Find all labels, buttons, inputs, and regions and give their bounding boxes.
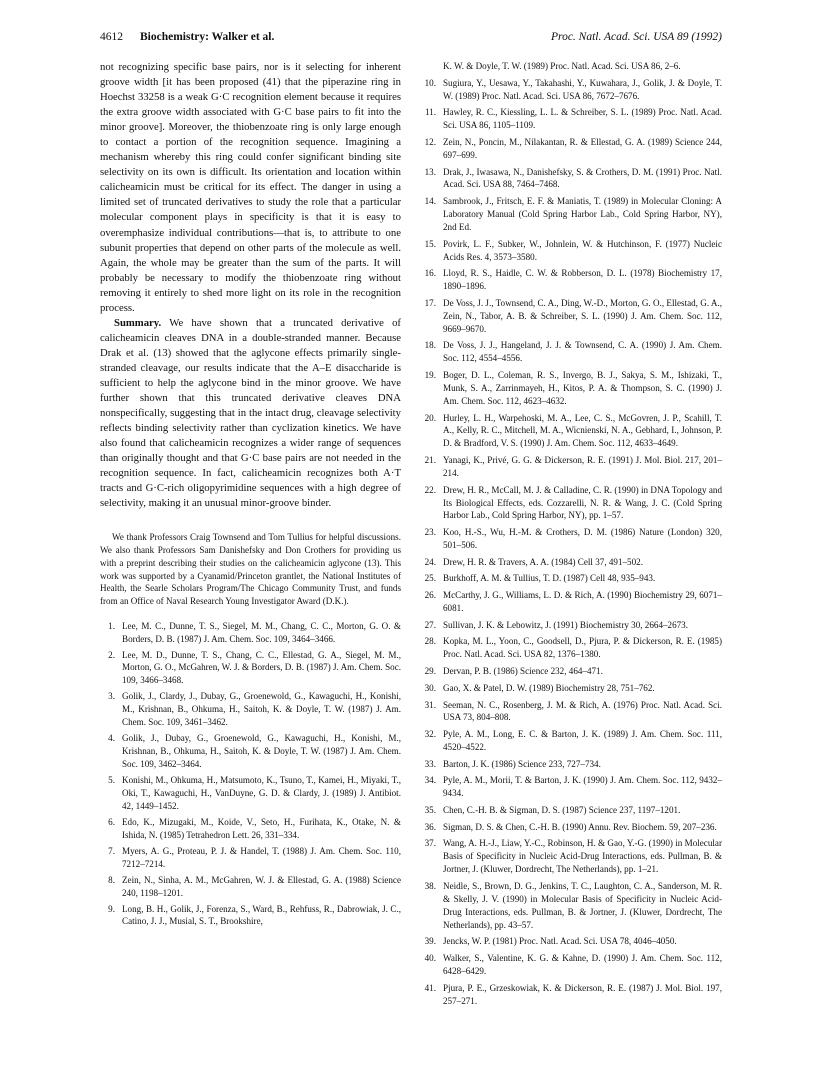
- reference-item: [100, 732, 401, 771]
- body-paragraph: not recognizing specific base pairs, nor is it selecting for inherent groove width [it has been proposed (41) that the piperazine ring in Hoechst 33258 is a weak G·C recognition element because it requires the extra groove width associated with G·C base pairs to fit into the minor groove]. Moreover, the thiobenzoate ring is only large enough to contact a portion of the recognition sequence. Imagining a mechanism whereby this ring could confer significant binding site selectivity on its own is difficult. Its orientation and location within calicheamicin must be critical for its effect. The danger in using a limited set of truncated derivatives to study the role that a particular molecular component plays in specificity is that it is easy to overemphasize individual contributions—that is, to attribute to one subunit properties that depend on other parts of the molecule as well. Again, the whole may be greater than the sum of the parts. It will probably be necessary to modify the thiobenzoate ring without removing it entirely to shed more light on its role in the recognition process.: [100, 61, 401, 314]
- reference-item: [421, 589, 722, 615]
- reference-item: [421, 556, 722, 569]
- reference-item: [421, 821, 722, 834]
- reference-item: [100, 690, 401, 729]
- reference-number: 15.: [424, 238, 436, 249]
- reference-item: [421, 454, 722, 480]
- reference-number: 23.: [424, 527, 436, 538]
- reference-text: Zein, N., Sinha, A. M., McGahren, W. J. & Ellestad, G. A. (1988) Science 240, 1198–1201.: [122, 874, 401, 898]
- reference-number: 38.: [424, 880, 436, 891]
- reference-item: [421, 837, 722, 876]
- reference-text: De Voss, J. J., Hangeland, J. J. & Townsend, C. A. (1990) J. Am. Chem. Soc. 112, 4554–4556.: [443, 340, 722, 364]
- reference-item: [421, 952, 722, 978]
- reference-item: [421, 77, 722, 103]
- reference-text: Seeman, N. C., Rosenberg, J. M. & Rich, A. (1976) Proc. Natl. Acad. Sci. USA 73, 804–808.: [443, 699, 722, 723]
- reference-number: 19.: [424, 370, 436, 380]
- reference-item: [421, 635, 722, 661]
- reference-text: Povirk, L. F., Subker, W., Johnlein, W. & Hutchinson, F. (1977) Nucleic Acids Res. 4, 3573–3580.: [443, 238, 722, 262]
- reference-number: 10.: [424, 77, 436, 88]
- reference-item: [100, 874, 401, 900]
- reference-item: [421, 166, 722, 192]
- reference-item: [421, 526, 722, 552]
- reference-text: Dervan, P. B. (1986) Science 232, 464–471.: [443, 666, 603, 677]
- reference-item: [100, 649, 401, 688]
- summary-paragraph: [100, 316, 401, 512]
- reference-number: 35.: [424, 805, 436, 816]
- reference-text: Yanagi, K., Privé, G. G. & Dickerson, R. E. (1991) J. Mol. Biol. 217, 201–214.: [443, 455, 722, 478]
- reference-text: Kopka, M. L., Yoon, C., Goodsell, D., Pjura, P. & Dickerson, R. E. (1985) Proc. Natl. Acad. Sci. USA 82, 1376–1380.: [443, 636, 722, 660]
- reference-text: Jencks, W. P. (1981) Proc. Natl. Acad. Sci. USA 78, 4046–4050.: [443, 936, 677, 947]
- reference-text: Long, B. H., Golik, J., Forenza, S., Ward, B., Rehfuss, R., Dabrowiak, J. C., Catino, J. J., Musial, S. T., Brookshire,: [122, 903, 401, 927]
- reference-number: 27.: [424, 619, 436, 630]
- reference-item: [421, 572, 722, 585]
- reference-text: Boger, D. L., Coleman, R. S., Invergo, B. J., Sakya, S. M., Ishizaki, T., Munk, S. A., Zarrinmayeh, H., Kitos, P. A. & Thompson, S. C. (1990) J. Am. Chem. Soc. 112, 4623–4632.: [443, 370, 722, 406]
- reference-number: 30.: [424, 682, 436, 693]
- reference-text: Barton, J. K. (1986) Science 233, 727–734.: [443, 758, 601, 769]
- reference-number: 33.: [424, 758, 436, 769]
- reference-text: Pjura, P. E., Grzeskowiak, K. & Dickerson, R. E. (1987) J. Mol. Biol. 197, 257–271.: [443, 982, 722, 1006]
- reference-text: Chen, C.-H. B. & Sigman, D. S. (1987) Science 237, 1197–1201.: [443, 805, 681, 816]
- right-column: [421, 60, 722, 1011]
- reference-item: [421, 195, 722, 234]
- reference-item: [421, 665, 722, 678]
- reference-number: 34.: [424, 775, 436, 786]
- reference-text: Pyle, A. M., Morii, T. & Barton, J. K. (1990) J. Am. Chem. Soc. 112, 9432–9434.: [443, 775, 722, 799]
- reference-text: Drew, H. R., McCall, M. J. & Calladine, C. R. (1990) in DNA Topology and Its Biological Effects, eds. Cozzarelli, N. R. & Wang, J. C. (Cold Spring Harbor Lab., Cold Spring Harbor, NY), pp. 1–57.: [443, 484, 722, 521]
- reference-number: 36.: [424, 821, 436, 832]
- reference-text: Sugiura, Y., Uesawa, Y., Takahashi, Y., Kuwahara, J., Golik, J. & Doyle, T. W. (1989) Proc. Natl. Acad. Sci. USA 86, 7672–7676.: [443, 77, 722, 101]
- reference-number: 41.: [424, 982, 436, 993]
- reference-text: Neidle, S., Brown, D. G., Jenkins, T. C., Laughton, C. A., Sanderson, M. R. & Skelly, J. V. (1990) in Molecular Basis of Specificity in Nucleic Acid-Drug Interactions, eds. Pullman, B. & Jortner, J. (Kluwer, Dordrecht, The Netherlands), pp. 43–57.: [443, 880, 722, 930]
- reference-item: [421, 880, 722, 932]
- reference-item: [421, 758, 722, 771]
- reference-text: Myers, A. G., Proteau, P. J. & Handel, T. (1988) J. Am. Chem. Soc. 110, 7212–7214.: [122, 845, 401, 869]
- reference-item: [421, 60, 722, 73]
- summary-heading: Summary.: [114, 316, 162, 329]
- reference-number: 4.: [108, 733, 115, 744]
- reference-item: [100, 816, 401, 842]
- reference-number: 7.: [108, 845, 115, 856]
- reference-list-right: [421, 60, 722, 1008]
- reference-text: Zein, N., Poncin, M., Nilakantan, R. & Ellestad, G. A. (1989) Science 244, 697–699.: [443, 136, 722, 160]
- reference-item: [421, 267, 722, 293]
- reference-text: Sullivan, J. K. & Lebowitz, J. (1991) Biochemistry 30, 2664–2673.: [443, 619, 689, 630]
- reference-text: Sigman, D. S. & Chen, C.-H. B. (1990) Annu. Rev. Biochem. 59, 207–236.: [443, 821, 717, 832]
- reference-item: [421, 682, 722, 695]
- reference-text: Pyle, A. M., Long, E. C. & Barton, J. K. (1989) J. Am. Chem. Soc. 111, 4520–4522.: [443, 729, 722, 753]
- reference-number: 14.: [424, 196, 436, 207]
- reference-item: [421, 369, 722, 408]
- reference-item: [421, 804, 722, 817]
- reference-text: Lee, M. D., Dunne, T. S., Chang, C. C., Ellestad, G. A., Siegel, M. M., Morton, G. O., McGahren, W. J. & Borders, D. B. (1987) J. Am. Chem. Soc. 109, 3466–3468.: [122, 649, 401, 686]
- reference-item: [421, 412, 722, 451]
- reference-number: 29.: [424, 666, 436, 677]
- reference-list-left: [100, 620, 401, 929]
- journal-citation: Proc. Natl. Acad. Sci. USA 89 (1992): [551, 31, 722, 43]
- running-title: Biochemistry: Walker et al.: [140, 31, 275, 43]
- reference-number: 31.: [424, 699, 436, 710]
- reference-item: [421, 935, 722, 948]
- reference-number: 12.: [424, 136, 436, 147]
- summary-text: We have shown that a truncated derivative of calicheamicin cleaves DNA in a double-stranded manner. Because Drak et al. (13) showed that the aglycone effects primarily single-stranded cleavage, our results indicate that the A–E disaccharide is sufficient to help the aglycone bind in the minor groove. We have further shown that this truncated derivative cleaves DNA nonspecifically, suggesting that in the intact drug, cleavage selectivity reflects binding selectivity rather than cyclization kinetics. We have also found that calicheamicin recognizes a wider range of sequences than originally thought and that G·C base pairs are not needed in the recognition sequence. In fact, calicheamicin recognizes both A·T tracts and G·C-rich oligopyrimidine sequences with a high degree of selectivity, making it an unusual minor-groove binder.: [100, 316, 401, 510]
- reference-number: 20.: [424, 412, 436, 423]
- reference-text: Sambrook, J., Fritsch, E. F. & Maniatis, T. (1989) in Molecular Cloning: A Laboratory Manual (Cold Spring Harbor Lab., Cold Spring Harbor, NY), 2nd Ed.: [443, 196, 722, 232]
- reference-item: [100, 620, 401, 646]
- reference-number: 6.: [108, 816, 115, 827]
- reference-number: 18.: [424, 340, 436, 351]
- reference-item: [421, 484, 722, 523]
- reference-item: [421, 106, 722, 132]
- reference-text: Hurley, L. H., Warpehoski, M. A., Lee, C. S., McGovren, J. P., Scahill, T. A., Kelly, R. C., Mitchell, M. A., Wicnienski, N. A., Gebhard, I., Johnson, P. D. & Bradford, V. S. (1990) J. Am. Chem. Soc. 112, 4633–4649.: [443, 412, 722, 449]
- reference-text: Koo, H.-S., Wu, H.-M. & Crothers, D. M. (1986) Nature (London) 320, 501–506.: [443, 527, 722, 551]
- reference-item: [421, 774, 722, 800]
- left-column: [100, 60, 401, 931]
- reference-number: 39.: [424, 936, 436, 947]
- reference-text: McCarthy, J. G., Williams, L. D. & Rich, A. (1990) Biochemistry 29, 6071–6081.: [443, 590, 722, 614]
- reference-item: [421, 982, 722, 1008]
- reference-item: [421, 728, 722, 754]
- reference-item: [421, 136, 722, 162]
- reference-item: [421, 339, 722, 365]
- reference-number: 26.: [424, 590, 436, 601]
- reference-number: 13.: [424, 166, 436, 177]
- reference-text: Lee, M. C., Dunne, T. S., Siegel, M. M., Chang, C. C., Morton, G. O. & Borders, D. B. (1987) J. Am. Chem. Soc. 109, 3464–3466.: [122, 620, 401, 644]
- reference-text: Hawley, R. C., Kiessling, L. L. & Schreiber, S. L. (1989) Proc. Natl. Acad. Sci. USA 86, 1105–1109.: [443, 107, 722, 131]
- reference-item: [100, 903, 401, 929]
- reference-number: 40.: [424, 953, 436, 964]
- reference-text: Golik, J., Dubay, G., Groenewold, G., Kawaguchi, H., Konishi, M., Krishnan, B., Ohkuma, H., Saitoh, K. & Doyle, T. W. (1987) J. Am. Chem. Soc. 109, 3462–3464.: [122, 733, 401, 769]
- reference-item: [100, 774, 401, 813]
- reference-item: [421, 619, 722, 632]
- reference-text: Drak, J., Iwasawa, N., Danishefsky, S. & Crothers, D. M. (1991) Proc. Natl. Acad. Sci. USA 88, 7464–7468.: [443, 166, 722, 190]
- reference-item: [421, 297, 722, 336]
- reference-text: De Voss, J. J., Townsend, C. A., Ding, W.-D., Morton, G. O., Ellestad, G. A., Zein, N., Tabor, A. B. & Schreiber, S. L. (1990) J. Am. Chem. Soc. 112, 9669–9670.: [443, 297, 722, 334]
- reference-number: 11.: [424, 107, 436, 118]
- reference-text: K. W. & Doyle, T. W. (1989) Proc. Natl. Acad. Sci. USA 86, 2–6.: [443, 61, 681, 71]
- reference-number: 2.: [108, 649, 115, 660]
- reference-text: Burkhoff, A. M. & Tullius, T. D. (1987) Cell 48, 935–943.: [443, 573, 656, 584]
- running-head: [100, 28, 722, 46]
- reference-number: 5.: [108, 774, 115, 785]
- reference-number: 32.: [424, 729, 436, 740]
- reference-number: 1.: [108, 620, 115, 631]
- reference-number: 9.: [108, 903, 115, 914]
- reference-text: Konishi, M., Ohkuma, H., Matsumoto, K., Tsuno, T., Kamei, H., Miyaki, T., Oki, T., Kawaguchi, H., VanDuyne, G. D. & Clardy, J. (1989) J. Antibiot. 42, 1449–1452.: [122, 774, 401, 811]
- reference-text: Golik, J., Clardy, J., Dubay, G., Groenewold, G., Kawaguchi, H., Konishi, M., Krishnan, B., Ohkuma, H., Saitoh, K. & Doyle, T. W. (1987) J. Am. Chem. Soc. 109, 3461–3462.: [122, 691, 401, 728]
- reference-text: Wang, A. H.-J., Liaw, Y.-C., Robinson, H. & Gao, Y.-G. (1990) in Molecular Basis of Specificity in Nucleic Acid-Drug Interactions, eds. Pullman, B. & Jortner, J. (Kluwer, Dordrecht, The Netherlands), pp. 1–21.: [443, 838, 722, 875]
- reference-text: Gao, X. & Patel, D. W. (1989) Biochemistry 28, 751–762.: [443, 682, 655, 693]
- acknowledgments: We thank Professors Craig Townsend and Tom Tullius for helpful discussions. We also thank Professors Sam Danishefsky and Don Crothers for providing us with a preprint describing their studies on the calicheamicin aglycone (13). This work was supported by a Cyanamid/Princeton grantlet, the National Institutes of Health, the Searle Scholars Program/The Chicago Community Trust, and funds from an Office of Naval Research Young Investigator Award (D.K.).: [100, 532, 401, 606]
- page-number: 4612: [100, 31, 123, 43]
- reference-number: 37.: [424, 838, 436, 849]
- reference-number: 8.: [108, 874, 115, 885]
- reference-text: Edo, K., Mizugaki, M., Koide, V., Seto, H., Furihata, K., Otake, N. & Ishida, N. (1985) Tetrahedron Lett. 26, 331–334.: [122, 816, 401, 840]
- reference-number: 24.: [424, 556, 436, 567]
- reference-item: [100, 845, 401, 871]
- reference-item: [421, 238, 722, 264]
- reference-text: Lloyd, R. S., Haidle, C. W. & Robberson, D. L. (1978) Biochemistry 17, 1890–1896.: [443, 268, 722, 292]
- reference-number: 22.: [424, 484, 436, 495]
- reference-number: 21.: [424, 455, 436, 466]
- reference-number: 28.: [424, 636, 436, 647]
- reference-number: 16.: [424, 268, 436, 279]
- reference-text: Drew, H. R. & Travers, A. A. (1984) Cell 37, 491–502.: [443, 556, 643, 567]
- reference-item: [421, 699, 722, 725]
- reference-number: 17.: [424, 297, 436, 308]
- reference-number: 3.: [108, 691, 115, 702]
- reference-text: Walker, S., Valentine, K. G. & Kahne, D. (1990) J. Am. Chem. Soc. 112, 6428–6429.: [443, 953, 722, 976]
- reference-number: 25.: [424, 573, 436, 584]
